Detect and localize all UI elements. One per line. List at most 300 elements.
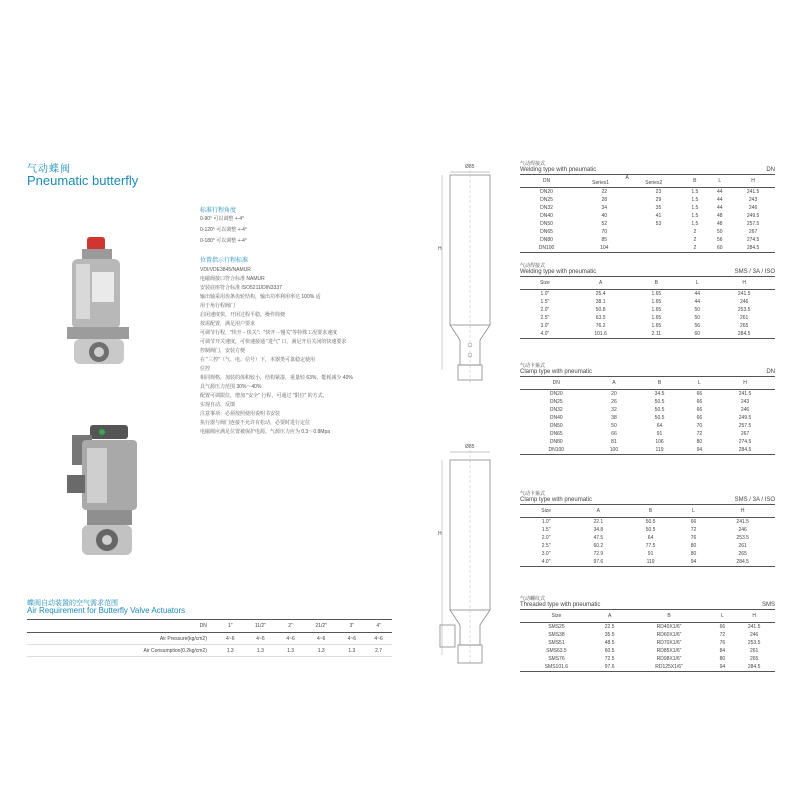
table-cell: DN50 [549, 423, 563, 429]
table-cell: 26 [611, 399, 617, 405]
table-cell: 22.1 [593, 519, 604, 525]
table-cell: DN40 [549, 415, 563, 421]
table-cell: 50.5 [645, 527, 656, 533]
dim-h-top: H [438, 246, 442, 252]
table-row [520, 236, 775, 244]
table-row [520, 430, 775, 438]
notes-item: VDI/VDE3845/NAMUR [200, 267, 251, 273]
table-std: SMS / 3A / ISO [734, 269, 775, 275]
table-cell: 72 [696, 431, 703, 437]
table-header: Size [520, 610, 593, 623]
table-cell: 4~6 [338, 633, 365, 645]
table-cell: 1.5" [541, 527, 551, 533]
table-std: SMS [761, 602, 775, 608]
table-header: H [715, 377, 775, 390]
table-cell: 66 [611, 431, 617, 437]
table-cell: 241.5 [747, 624, 761, 630]
table-row [520, 330, 775, 339]
table-cell: 1.65 [651, 323, 662, 329]
table-row [520, 220, 775, 228]
table-cell: 48 [716, 221, 723, 227]
table-cell: 1.3 [217, 645, 244, 657]
table-cell: 77.5 [645, 543, 656, 549]
table-cell: 2 [693, 229, 697, 235]
table-cell: 1.0" [541, 519, 551, 525]
table-row [520, 306, 775, 314]
table-cell: 35 [655, 205, 662, 211]
table-std: DN [766, 167, 775, 173]
table-clamp-sms [520, 490, 775, 567]
table-cell: 1.65 [651, 291, 662, 297]
valve-photo-bottom [62, 420, 152, 565]
table-header: H [731, 175, 775, 188]
notes-item: 实现自动、反馈 [200, 402, 236, 408]
table-cell: 284.5 [715, 446, 775, 455]
table-cell: 80 [690, 551, 697, 557]
table-cell: 265 [738, 551, 747, 557]
table-cell: 1.65 [651, 315, 662, 321]
air-title-en: Air Requirement for Butterfly Valve Actuators [27, 606, 186, 615]
table-row [520, 414, 775, 422]
table-cell: 284.5 [731, 244, 775, 253]
table-cell: 66 [719, 624, 726, 630]
air-header: 4" [365, 620, 392, 633]
table-cell: 50 [694, 307, 701, 313]
dim-h-bottom: H [438, 531, 442, 537]
table-cell: 241.5 [738, 391, 752, 397]
table-cell: 1.3 [277, 645, 304, 657]
table-cell: 2 [681, 244, 708, 253]
table-cell: 56 [716, 237, 723, 243]
notes-item: 启闭速度快，开闭过程平稳，操作简便 [200, 312, 286, 318]
table-row [520, 422, 775, 430]
table-row [520, 647, 775, 655]
table-header: L [677, 505, 711, 518]
table-cell: 66 [696, 391, 703, 397]
table-cell: 267 [748, 229, 758, 235]
notes-item: 按需配置，满足用户要求 [200, 321, 256, 327]
title-en: Pneumatic butterfly [27, 173, 139, 188]
notes-item: 相同规格，加装的体积较小，结构紧凑，重量轻 63%，能耗减少 40% [200, 375, 353, 381]
table-cell: RD98X1/6" [656, 656, 682, 662]
table-cell: DN25 [549, 399, 563, 405]
table-cell: 72 [690, 527, 697, 533]
table-row [520, 438, 775, 446]
table-cell: 119 [624, 558, 676, 567]
table-cell: 265 [749, 656, 759, 662]
table-row [520, 518, 775, 527]
table-cell: 2.5" [541, 543, 551, 549]
notes-heading: 位置指示行程标准 [200, 258, 249, 264]
table-row [520, 244, 775, 253]
air-title-cn: 蝶阀自动装置的空气需求范围 [27, 600, 118, 607]
table-cell: 66 [696, 415, 703, 421]
table-cell: 261 [749, 648, 759, 654]
table-cell: 243 [748, 197, 758, 203]
table-cell: 91 [647, 551, 654, 557]
table-cell: 60 [708, 244, 731, 253]
table-cell: 2.0" [540, 307, 550, 313]
angle-item: 0-120° 可以调整 +-4° [200, 227, 247, 233]
notes-item: 可调节开关速度，可快速接通 "进气" 口，满足开启关闭的快速要求 [200, 339, 347, 345]
table-row [520, 290, 775, 299]
table-cell: 97.6 [572, 558, 624, 567]
air-header: 2" [277, 620, 304, 633]
table-row [520, 314, 775, 322]
table-cell: 1.3 [244, 645, 278, 657]
table-cell: 284.5 [713, 330, 775, 339]
table-cell: DN20 [540, 189, 553, 195]
table-title-en: Clamp type with pneumatic [520, 497, 593, 503]
table-row [27, 633, 392, 645]
table-cell: 241.5 [737, 291, 751, 297]
notes-item: 注意事项：必须按照使用说明书安装 [200, 411, 281, 417]
table-cell: SMS51 [548, 640, 565, 646]
table-cell: 267 [740, 431, 750, 437]
table-cell: RD40X1/6" [656, 624, 682, 630]
table-cell: DN32 [549, 407, 563, 413]
table-cell: 66 [696, 407, 703, 413]
table-welding-dn [520, 160, 775, 253]
table-cell: 50.5 [654, 415, 665, 421]
notes-item: 具气源压力范围 30%～40% [200, 384, 262, 390]
table-header: A [593, 610, 627, 623]
table-cell: 80 [719, 656, 726, 662]
table-cell: 4~6 [217, 633, 244, 645]
table-cell: 41 [655, 213, 662, 219]
table-cell: 1.5 [691, 213, 699, 219]
table-header: B [627, 610, 712, 623]
notes-item: 输出轴采用齿条齿轮结构，输出功率利用率达 100% 适 [200, 294, 321, 300]
table-row [520, 188, 775, 197]
table-cell: 253.5 [737, 307, 751, 313]
notes-item: 用于角行程阀门 [200, 303, 236, 309]
table-cell: 76 [690, 535, 697, 541]
table-cell: SMS76 [548, 656, 565, 662]
table-cell: 94 [712, 663, 734, 672]
table-cell: DN25 [540, 197, 553, 203]
table-cell: SMS38 [548, 632, 565, 638]
table-cell: 64 [656, 423, 663, 429]
table-cell: 38.1 [595, 299, 606, 305]
table-cell: RD60X1/6" [656, 632, 682, 638]
table-row [520, 298, 775, 306]
table-header: B [631, 277, 681, 290]
table-cell: 261 [740, 315, 749, 321]
table-cell: 3.0" [541, 551, 551, 557]
table-cell: 66 [696, 399, 703, 405]
table-cell: 241.5 [746, 189, 760, 195]
table-cell: 274.5 [746, 237, 760, 243]
table-cell: 56 [694, 323, 701, 329]
table-cell: 72.5 [604, 656, 615, 662]
angle-heading: 标准行程角度 [200, 208, 237, 214]
table-clamp-dn [520, 362, 775, 455]
air-header: DN [27, 620, 217, 633]
table-title-cn: 气动卡箍式 [520, 491, 546, 497]
table-header: H [733, 610, 775, 623]
table-header: A [625, 175, 629, 181]
table-cell: 50.8 [595, 307, 606, 313]
table-cell: 50.5 [645, 519, 656, 525]
table-cell: 60.5 [604, 648, 615, 654]
table-cell: 1.65 [651, 307, 662, 313]
notes-item: 安装底座符合标准 ISO5211/DIN3337 [200, 285, 282, 291]
table-cell: 34.8 [593, 527, 604, 533]
drawing-top [430, 160, 510, 390]
table-cell: 63.5 [595, 315, 606, 321]
table-subheader: Series1 [592, 180, 610, 186]
table-cell: 44 [716, 205, 723, 211]
table-cell: 48 [716, 213, 723, 219]
table-cell: 91 [656, 431, 663, 437]
table-cell: RD70X1/6" [656, 640, 682, 646]
table-cell: 72 [719, 632, 726, 638]
table-cell: DN65 [540, 229, 553, 235]
table-cell: 4.0" [520, 558, 572, 567]
table-cell: 104 [573, 244, 636, 253]
table-row [520, 558, 775, 567]
table-row [520, 550, 775, 558]
angle-item: 0-180° 可以调整 +-4° [200, 238, 247, 244]
table-cell: 53 [655, 221, 662, 227]
table-cell: 243 [740, 399, 750, 405]
table-cell: 1.5 [691, 221, 699, 227]
table-cell: Air Consumption(0.2kg/cm2) [27, 645, 217, 657]
table-cell: 22.5 [604, 624, 615, 630]
table-welding-sms [520, 262, 775, 339]
table-cell: 38 [611, 415, 617, 421]
table-header: DN [520, 377, 593, 390]
table-cell: 50 [716, 229, 723, 235]
table-cell: 246 [748, 205, 758, 211]
notes-item: 在 "三控"（气、电、信号）下，本器类可靠稳定使用 [200, 357, 315, 363]
table-cell: 50 [611, 423, 617, 429]
table-cell: 2.5" [540, 315, 550, 321]
table-cell: 100 [593, 446, 636, 455]
table-header: H [713, 277, 775, 290]
table-cell: 23 [655, 189, 662, 195]
table-cell: 20 [611, 391, 617, 397]
dim-top: Ø85 [465, 164, 475, 170]
table-cell: 3.0" [540, 323, 550, 329]
table-header: L [708, 175, 731, 188]
table-cell: 80 [690, 543, 697, 549]
table-row [520, 390, 775, 399]
air-header: 11/2" [244, 620, 278, 633]
table-cell: 4.0" [520, 330, 570, 339]
table-cell: SMS63.5 [546, 648, 567, 654]
table-row [520, 322, 775, 330]
table-cell: 97.6 [593, 663, 627, 672]
table-row [520, 228, 775, 236]
table-cell: 32 [611, 407, 617, 413]
table-row [520, 542, 775, 550]
table-title-en: Welding type with pneumatic [520, 269, 597, 275]
notes-item: 可调节行程，"快开－快关"；"快开－慢关"等特殊工况要求速度 [200, 330, 338, 336]
table-header: B [635, 377, 683, 390]
table-cell: 70 [601, 229, 608, 235]
table-cell: 66 [690, 519, 697, 525]
table-cell: 50.5 [654, 399, 665, 405]
table-header: Size [520, 505, 572, 518]
table-cell: 119 [635, 446, 683, 455]
table-header: H [710, 505, 775, 518]
table-header: L [681, 277, 713, 290]
table-cell: 48.5 [604, 640, 615, 646]
table-row [520, 631, 775, 639]
table-cell: 2.7 [365, 645, 392, 657]
table-cell: DN80 [549, 439, 563, 445]
table-row [520, 623, 775, 632]
table-row [520, 398, 775, 406]
table-title-en: Threaded type with pneumatic [520, 602, 601, 608]
table-cell: SMS101.6 [520, 663, 593, 672]
table-title-cn: 气动焊接式 [520, 263, 546, 269]
table-threaded-sms [520, 595, 775, 672]
table-cell: 22 [601, 189, 608, 195]
notes-item: 电磁阀应满足位置被保护电源，气源压力应为 0.3～0.8Mpa [200, 429, 331, 435]
table-header: A [593, 377, 636, 390]
table-cell: 60 [681, 330, 713, 339]
table-title-en: Clamp type with pneumatic [520, 369, 593, 375]
table-cell: 1.3 [304, 645, 339, 657]
notes-item: 执行器与阀门连接不允许有松动，必要时进行定位 [200, 420, 311, 426]
air-header: 3" [338, 620, 365, 633]
table-cell: 246 [749, 632, 759, 638]
table-cell: 25.4 [595, 291, 606, 297]
table-cell: 44 [716, 197, 723, 203]
table-cell: 241.5 [736, 519, 749, 525]
angle-item: 0-90° 可以调整 +-4° [200, 216, 245, 222]
table-cell: DN80 [540, 237, 553, 243]
table-cell: 76 [719, 640, 726, 646]
table-cell: 101.6 [570, 330, 632, 339]
table-cell: 1.5 [691, 197, 699, 203]
table-cell: 4~6 [244, 633, 278, 645]
table-cell: 249.5 [746, 213, 760, 219]
table-cell: DN40 [540, 213, 553, 219]
table-cell: DN100 [520, 446, 593, 455]
table-cell: 70 [696, 423, 703, 429]
table-cell: 257.5 [738, 423, 752, 429]
table-row [520, 446, 775, 455]
table-cell: 1.5 [691, 189, 699, 195]
table-cell: 44 [694, 291, 701, 297]
table-cell: 2.11 [631, 330, 681, 339]
notes-item: 控制阀门，安装方便 [200, 348, 246, 354]
table-title-cn: 气动焊接式 [520, 161, 546, 167]
table-cell: 249.5 [738, 415, 752, 421]
table-title-cn: 气动螺纹式 [520, 596, 546, 602]
table-cell: 94 [684, 446, 715, 455]
drawing-bottom [430, 440, 510, 670]
table-cell: 1.5" [540, 299, 550, 305]
table-cell: RD125X1/6" [627, 663, 712, 672]
table-cell: SMS25 [548, 624, 565, 630]
valve-photo-top [62, 232, 142, 372]
notes-item: 配置可调限位，增加 "安全" 行程，可通过 "限位" 的方式， [200, 393, 328, 399]
air-header: 21/2" [304, 620, 339, 633]
table-cell: 94 [677, 558, 711, 567]
table-row [520, 534, 775, 542]
notes-item: 位控 [200, 366, 211, 372]
table-header: Size [520, 277, 570, 290]
table-row [520, 406, 775, 414]
table-cell [636, 228, 682, 236]
table-subheader: Series2 [645, 180, 663, 186]
table-header: DN [520, 175, 573, 188]
table-cell: 257.5 [746, 221, 760, 227]
table-header: L [712, 610, 734, 623]
table-cell: DN65 [549, 431, 563, 437]
table-row [520, 212, 775, 220]
table-cell: 246 [740, 407, 750, 413]
table-cell: 81 [611, 439, 617, 445]
table-cell: DN32 [540, 205, 553, 211]
table-cell: Air Pressure(kg/cm2) [27, 633, 217, 645]
table-cell: 2.0" [541, 535, 551, 541]
table-row [520, 639, 775, 647]
table-header: B [681, 175, 708, 188]
table-cell: 47.5 [593, 535, 604, 541]
table-cell: 34 [601, 205, 608, 211]
table-cell: 1.3 [338, 645, 365, 657]
table-cell: 60.2 [593, 543, 604, 549]
table-cell: 85 [601, 237, 608, 243]
table-cell: 253.5 [747, 640, 761, 646]
table-title-cn: 气动卡箍式 [520, 363, 546, 369]
table-title-en: Welding type with pneumatic [520, 167, 597, 173]
notes-item: 电磁阀接口符合标准 NAMUR [200, 276, 265, 282]
table-cell: 29 [655, 197, 662, 203]
table-cell: 253.5 [736, 535, 749, 541]
table-header: A [572, 505, 624, 518]
table-cell: 4~6 [304, 633, 339, 645]
table-std: DN [766, 369, 775, 375]
table-cell: 28 [601, 197, 608, 203]
table-row [27, 645, 392, 657]
table-cell: 106 [655, 439, 664, 445]
table-cell: DN50 [540, 221, 553, 227]
table-cell: 261 [738, 543, 747, 549]
table-cell: 2 [693, 237, 697, 243]
table-header: L [684, 377, 715, 390]
table-cell: 76.2 [595, 323, 606, 329]
table-cell: 284.5 [710, 558, 775, 567]
table-row [520, 196, 775, 204]
notes-list [200, 266, 353, 437]
table-cell: 52 [601, 221, 608, 227]
table-cell: 284.5 [733, 663, 775, 672]
table-cell: 1.0" [540, 291, 550, 297]
dim-bottom: Ø85 [465, 444, 475, 450]
title-cn: 气动蝶阀 [27, 164, 71, 175]
table-row [520, 526, 775, 534]
table-cell: 40 [601, 213, 608, 219]
air-table [27, 619, 392, 657]
table-cell: 274.5 [738, 439, 752, 445]
table-cell: 1.5 [691, 205, 699, 211]
table-row [520, 663, 775, 672]
table-cell: 34.5 [654, 391, 665, 397]
air-header: 1" [217, 620, 244, 633]
table-cell: 4~6 [277, 633, 304, 645]
table-row [520, 204, 775, 212]
table-cell: 50.5 [654, 407, 665, 413]
table-header: B [624, 505, 676, 518]
table-cell: DN20 [549, 391, 563, 397]
